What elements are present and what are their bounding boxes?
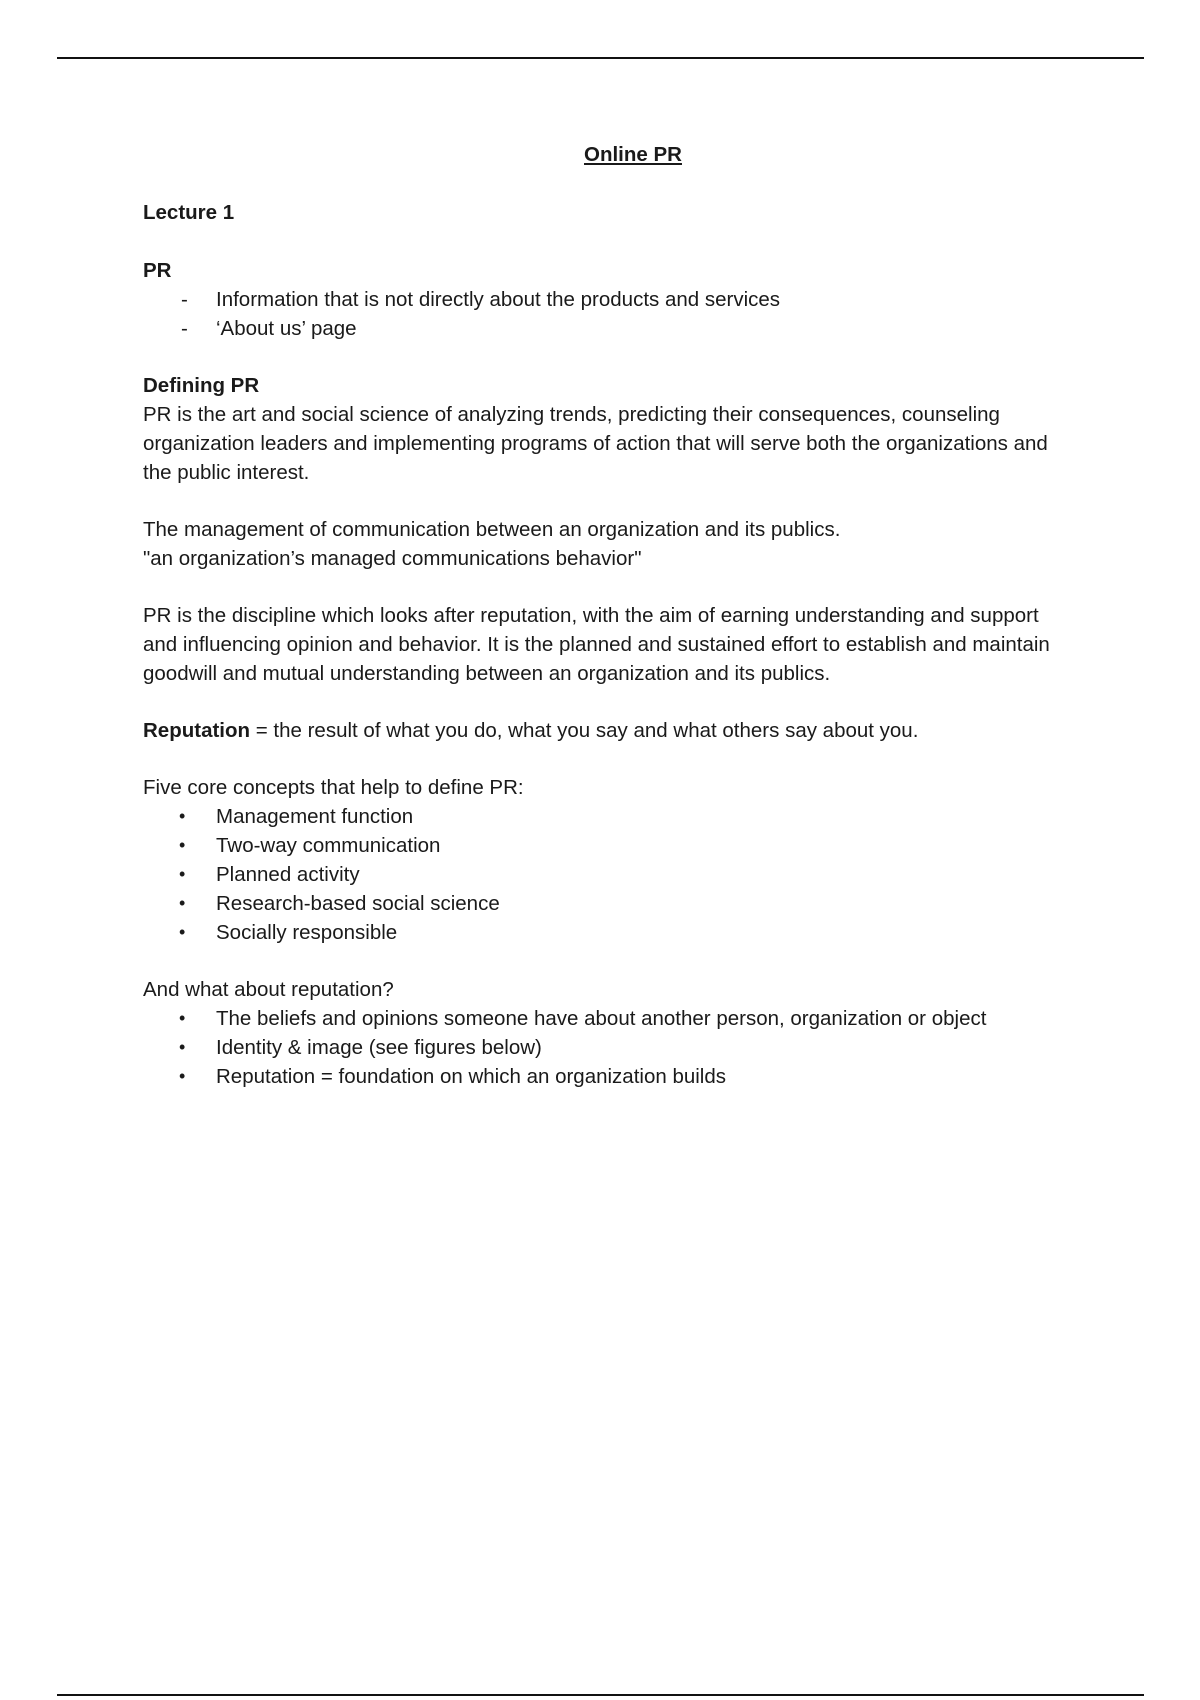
list-item: - Information that is not directly about the products and services [143,285,1073,314]
bullet-marker: • [179,1008,186,1028]
list-item: • Research-based social science [143,889,1073,918]
list-item: - ‘About us’ page [143,314,1073,343]
document-title: Online PR [584,143,682,166]
lecture-heading: Lecture 1 [143,201,235,224]
defining-paragraph-2-line-2: "an organization’s managed communications behavior" [143,547,642,570]
core-concepts-list [143,802,1073,947]
bullet-marker: • [179,893,186,913]
pr-heading: PR [143,259,172,282]
defining-paragraph-3: PR is the discipline which looks after reputation, with the aim of earning understanding and support and influencing opinion and behavior. It is the planned and sustained effort to establish and maintain goodwill and mutual understanding between an organization and its publics. [143,604,1050,685]
list-item: • Planned activity [143,860,1073,889]
reputation-term: Reputation [143,719,251,742]
reputation-definition [143,716,1073,745]
bullet-marker: • [179,864,186,884]
core-concepts-intro: Five core concepts that help to define PR: [143,776,524,799]
dash-marker: - [181,317,188,340]
list-item: • Two-way communication [143,831,1073,860]
top-rule [57,57,1144,59]
reputation-list [143,1004,1073,1091]
list-item: • Identity & image (see figures below) [143,1033,1073,1062]
dash-marker: - [181,288,188,311]
bullet-marker: • [179,806,186,826]
list-item: • Reputation = foundation on which an organization builds [143,1062,1073,1091]
bullet-marker: • [179,835,186,855]
list-item: • The beliefs and opinions someone have about another person, organization or object [143,1004,1073,1033]
defining-pr-heading: Defining PR [143,374,260,397]
pr-list [143,285,1073,343]
bottom-rule [57,1694,1144,1696]
bullet-marker: • [179,1037,186,1057]
document-page [143,140,1073,1091]
defining-paragraph-1: PR is the art and social science of analyzing trends, predicting their consequences, counseling organization leaders and implementing programs of action that will serve both the organizations and the public interest. [143,403,1048,484]
reputation-definition-text: = the result of what you do, what you say and what others say about you. [250,719,919,742]
defining-paragraph-2-line-1: The management of communication between an organization and its publics. [143,518,841,541]
bullet-marker: • [179,922,186,942]
list-item: • Socially responsible [143,918,1073,947]
bullet-marker: • [179,1066,186,1086]
reputation-section-intro: And what about reputation? [143,978,394,1001]
list-item: • Management function [143,802,1073,831]
